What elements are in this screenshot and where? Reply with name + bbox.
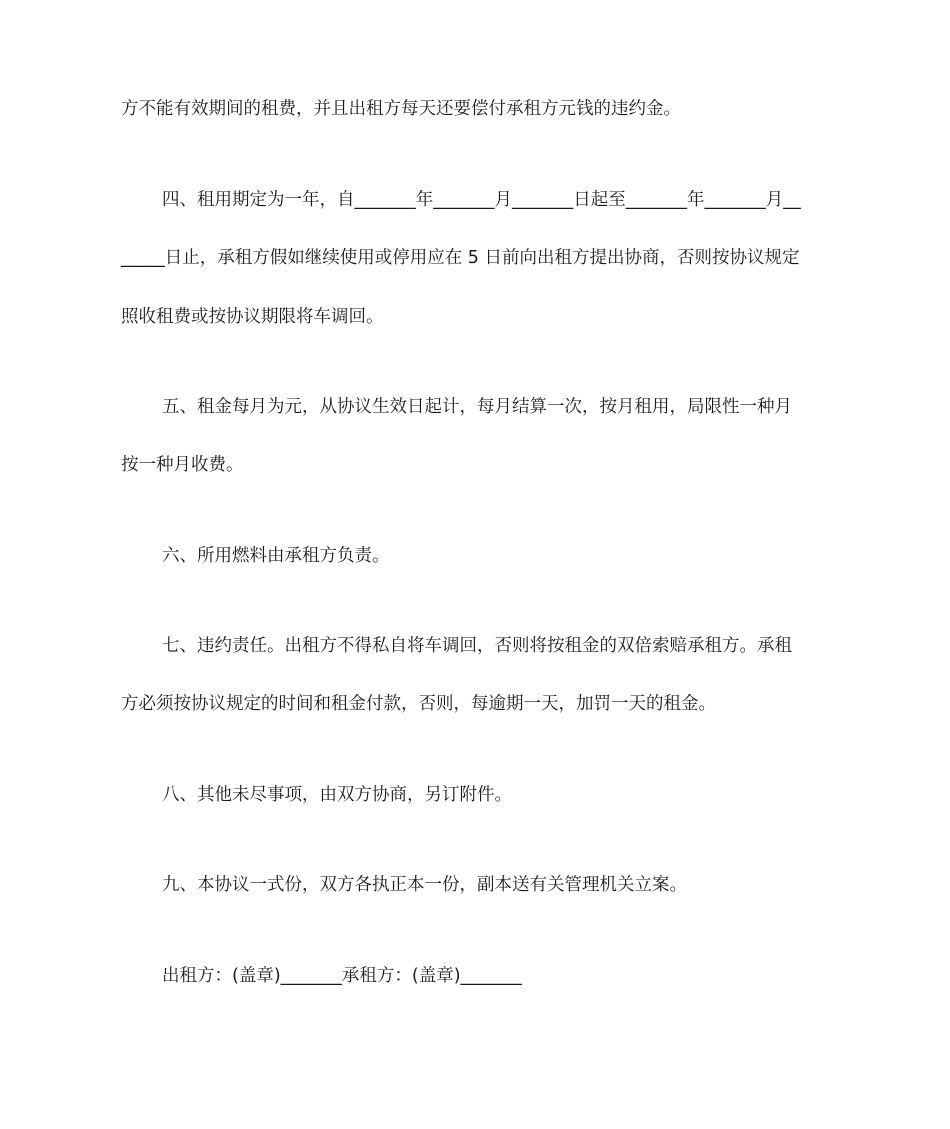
- clause-5-line-1: 五、租金每月为元，从协议生效日起计，每月结算一次，按月租用，局限性一种月: [162, 397, 792, 417]
- clause-7-line-2: 方必须按协议规定的时间和租金付款，否则，每逾期一天，加罚一天的租金。: [121, 694, 716, 714]
- clause-4-line-2: _____日止，承租方假如继续使用或停用应在 5 日前向出租方提出协商，否则按协议规定: [121, 248, 800, 268]
- clause-4-line-1: 四、租用期定为一年，自_______年_______月_______日起至_______年_______月__: [162, 190, 801, 210]
- clause-4-line-3: 照收租费或按协议期限将车调回。: [121, 307, 384, 327]
- clause-9: 九、本协议一式份，双方各执正本一份，副本送有关管理机关立案。: [162, 875, 687, 895]
- clause-6: 六、所用燃料由承租方负责。: [162, 546, 390, 566]
- signature-line: 出租方：(盖章)_______承租方：(盖章)_______: [162, 966, 522, 986]
- paragraph-3-continuation: 方不能有效期间的租费，并且出租方每天还要偿付承租方元钱的违约金。: [121, 99, 681, 119]
- clause-5-line-2: 按一种月收费。: [121, 455, 244, 475]
- clause-8: 八、其他未尽事项，由双方协商，另订附件。: [162, 785, 512, 805]
- clause-7-line-1: 七、违约责任。出租方不得私自将车调回，否则将按租金的双倍索赔承租方。承租: [162, 636, 792, 656]
